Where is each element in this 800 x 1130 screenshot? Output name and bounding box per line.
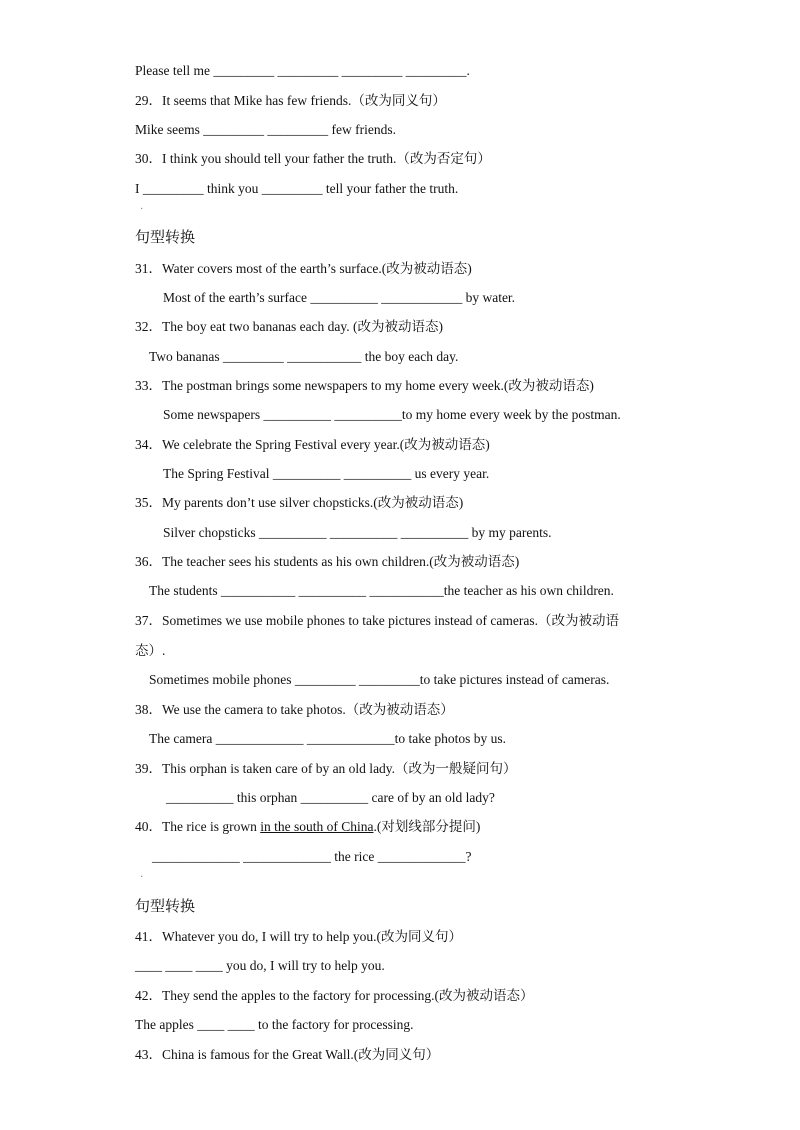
q35-answer-line: Silver chopsticks __________ __________ __________ by my parents.	[163, 525, 552, 540]
q40-question-end: .(对划线部分提问)	[373, 819, 481, 834]
q37-answer-line: Sometimes mobile phones _________ _________to take pictures instead of cameras.	[149, 672, 610, 687]
q36-question: 36．The teacher sees his students as his own children.(改为被动语态)	[135, 554, 520, 569]
paragraph-mark: ·	[140, 204, 144, 215]
q40-question	[135, 818, 480, 836]
q41-answer-line: ____ ____ ____ you do, I will try to help you.	[135, 958, 385, 973]
section-heading-1: 句型转换	[135, 230, 196, 246]
q43-question: 43．China is famous for the Great Wall.(改为同义句）	[135, 1047, 440, 1062]
q40-underlined-phrase: in the south of China	[260, 819, 374, 834]
q29-question: 29．It seems that Mike has few friends.（改为同义句）	[135, 93, 446, 108]
section-heading-2: 句型转换	[135, 899, 196, 915]
q42-question: 42．They send the apples to the factory for processing.(改为被动语态）	[135, 988, 534, 1003]
q39-question: 39．This orphan is taken care of by an old lady.（改为一般疑问句）	[135, 761, 517, 776]
q36-answer-line: The students ___________ __________ ___________the teacher as his own children.	[149, 583, 614, 598]
q38-answer-line: The camera _____________ _____________to take photos by us.	[149, 731, 506, 746]
q35-question: 35．My parents don’t use silver chopsticks.(改为被动语态)	[135, 495, 464, 510]
q38-question: 38．We use the camera to take photos.（改为被动语态）	[135, 702, 454, 717]
q34-question: 34．We celebrate the Spring Festival every year.(改为被动语态)	[135, 437, 490, 452]
q30-question: 30．I think you should tell your father the truth.（改为否定句）	[135, 151, 491, 166]
q32-answer-line: Two bananas _________ ___________ the boy each day.	[149, 349, 459, 364]
q34-answer-line: The Spring Festival __________ __________ us every year.	[163, 466, 490, 481]
q40-answer-line: _____________ _____________ the rice _____________?	[152, 849, 472, 864]
q37-question-continued: 态）.	[135, 643, 166, 658]
q29-answer-line: Mike seems _________ _________ few friends.	[135, 122, 396, 137]
q40-question-start: 40．The rice is grown	[135, 819, 261, 834]
paragraph-mark: ·	[140, 872, 144, 883]
q32-question: 32．The boy eat two bananas each day. (改为被动语态)	[135, 319, 444, 334]
q33-answer-line: Some newspapers __________ __________to my home every week by the postman.	[163, 407, 621, 422]
q33-question: 33．The postman brings some newspapers to my home every week.(改为被动语态)	[135, 378, 594, 393]
q39-answer-line: __________ this orphan __________ care of by an old lady?	[166, 790, 495, 805]
q31-question: 31．Water covers most of the earth’s surface.(改为被动语态)	[135, 261, 472, 276]
q30-answer-line: I _________ think you _________ tell your father the truth.	[135, 181, 459, 196]
q31-answer-line: Most of the earth’s surface __________ ____________ by water.	[163, 290, 516, 305]
q42-answer-line: The apples ____ ____ to the factory for processing.	[135, 1017, 414, 1032]
q41-question: 41．Whatever you do, I will try to help you.(改为同义句）	[135, 929, 462, 944]
q28-answer-line: Please tell me _________ _________ _________ _________.	[135, 63, 470, 78]
q37-question: 37．Sometimes we use mobile phones to take pictures instead of cameras.（改为被动语	[135, 613, 620, 628]
